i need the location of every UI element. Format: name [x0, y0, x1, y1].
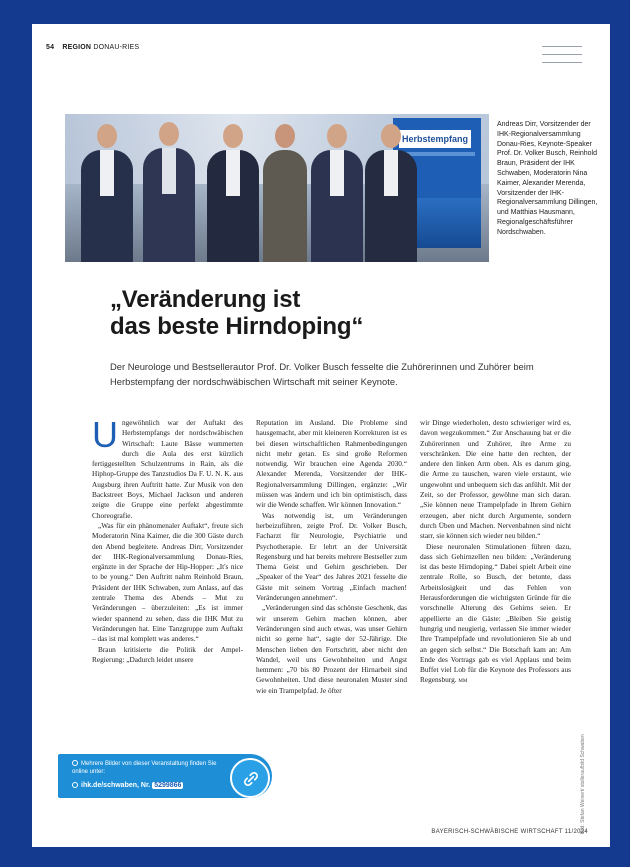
info-icon — [72, 760, 78, 766]
link-icon — [242, 768, 260, 790]
region-label: REGION — [62, 44, 92, 51]
promo-text: Mehrere Bilder von dieser Veranstaltung finden Sie online unter: — [72, 761, 217, 775]
page-header — [46, 44, 139, 51]
author-initials: MM — [458, 679, 468, 685]
group-photo — [65, 114, 489, 262]
banner-title: Herbstempfang — [399, 130, 471, 148]
article-title-line-2: das beste Hirndoping“ — [110, 313, 364, 340]
person-5 — [311, 124, 363, 262]
article-lead: Der Neurologe und Bestsellerautor Prof. Dr. Volker Busch fesselte die Zuhörerinnen und Zuhörer beim Herbstempfang der nordschwäbischen Wirtschaft mit seiner Keynote. — [110, 361, 534, 387]
photo-credit: Bild: Stefan Weinert/ stolleraufbild Schwaben — [580, 734, 586, 834]
article-column-3 — [420, 418, 571, 838]
page-number: 54 — [46, 44, 55, 51]
online-gallery-box[interactable] — [58, 754, 272, 798]
paragraph: „Was für ein phänomenaler Auftakt“, freute sich Moderatorin Nina Kaimer, die die 300 Gäste durch den Abend begleitete. Andreas Dirr, Vorsitzender der IHK-Regionalversammlung Donau-Ries, ergänzte in der Sprache der Hip-Hopper: „It's nice to be young.“ Den Auftritt nahm Reinhold Braun, Präsident der IHK Schwaben, zum Anlass, auf das zentrale Thema des Abends – Mut zu Veränderungen – überzuleiten: „Es ist immer wieder spannend zu sehen, dass die IHK Mut zu Veränderungen hat. Eine Tanzgruppe zum Auftakt – das ist mal komplett was anderes.“ — [92, 520, 243, 644]
paragraph: wir Dinge wiederholen, desto schwieriger wird es, davon wegzukommen.“ Zur Anschauung bat er die Zuhörerinnen und Zuhörer, ihre Arme zu verschränken. Die eine hatte den rechten, der andere den linken Arm oben. Als es darum ging, die Arme zu tauschen, waren viele erstaunt, wie ungewohnt und unbequem sich das anfühlt. Mit der Zeit, so der Professor, gewöhne man sich daran. „Sie können neue Trampelpfade in Ihrem Gehirn erzeugen, aber nicht durch Argumente, sondern durch Üben und Machen. Nervenbahnen sind nicht starr, sie können sich wieder neu bilden.“ — [420, 418, 571, 541]
paragraph: „Veränderungen sind das schönste Geschenk, das wir unserem Gehirn machen können, aber Veränderungen sind auch etwas, was unser Gehirn nicht so gerne hat“, sagte der 52-Jährige. Die Menschen lieben den Fortschritt, aber nicht den Wandel, weil uns Gewohnheiten und Angst hemmen: „70 bis 80 Prozent der Hirnarbeit sind Gewohnheiten. Und diese neuronalen Muster sind wie ein Trampelpfad. Je öfter — [256, 603, 407, 695]
globe-icon — [72, 782, 78, 788]
magazine-page — [32, 24, 610, 847]
person-1 — [81, 124, 133, 262]
paragraph: Ungewöhnlich war der Auftakt des Herbstempfangs der nordschwäbischen Wirtschaft: Laute Bässe wummerten durch die Aula des erst kürzlich fertiggestellten Schulzentrums in Rain, als die Hiphop-Gruppe des Tanzstudios Da F. U. N. K. aus Augsburg ihren Auftritt hatte. Zur Musik von den Backstreet Boys, Michael Jackson und anderen zeigte die Gruppe eine perfekt abgestimmte Choreografie. — [92, 418, 243, 520]
article-column-1 — [92, 418, 243, 748]
region-name: DONAU-RIES — [93, 44, 140, 51]
paragraph: Reputation im Ausland. Die Probleme sind hausgemacht, aber mit kleineren Korrekturen ist es bei diesen wirtschaftlichen Rahmenbedingungen nicht mehr getan. Es sind große Reformen notwendig. Wir brauchen eine Agenda 2030.“ Alexander Merenda, Vorsitzender der IHK-Regionalversammlung Dillingen, ergänzte: „Wir müssen was ändern und ich bin optimistisch, dass wir die Wende schaffen. Wir können Innovation.“ — [256, 418, 407, 510]
paragraph: Diese neuronalen Stimulationen führen dazu, dass sich Gehirnzellen neu bilden: „Veränderung ist das beste Hirndoping.“ Dabei spielt Arbeit eine zentrale Rolle, so Busch, der betonte, dass Arbeitslosigkeit und das Fehlen von Herausforderungen die wichtigsten Gründe für die vorschnelle Alterung des Gehirns seien. Er appellierte an die Gäste: „Bleiben Sie geistig hungrig und neugierig, verlassen Sie immer wieder Ihre Trampelpfade und revolutionieren Sie ab und an gegen sich selbst.“ Die Botschaft kam an: Am Ende des Vortrags gab es viel Applaus und beim Buffet viel Lob für die Keynote des Professors aus Regensburg. MM — [420, 541, 571, 685]
menu-lines-icon — [542, 46, 582, 70]
person-2 — [143, 122, 195, 262]
article-column-2 — [256, 418, 407, 838]
person-4 — [263, 124, 307, 262]
dropcap: U — [92, 418, 118, 455]
article-title — [110, 286, 550, 340]
promo-code: 5299866 — [154, 782, 182, 789]
link-circle[interactable] — [230, 758, 270, 798]
person-6 — [365, 124, 417, 262]
promo-link[interactable]: ihk.de/schwaben, Nr. 5299866 — [72, 782, 183, 789]
article-title-line-1: „Veränderung ist — [110, 286, 301, 313]
photo-caption: Andreas Dirr, Vorsitzender der IHK-Regionalversammlung Donau-Ries, Keynote-Speaker Prof. Dr. Volker Busch, Reinhold Braun, Präsident der IHK Schwaben, Moderatorin Nina Kaimer, Alexander Merenda, Vorsitzender der IHK-Regionalversammlung Dillingen, und Matthias Hausmann, Regionalgeschäftsführer Nordschwaben. — [497, 121, 598, 236]
page-footer: BAYERISCH-SCHWÄBISCHE WIRTSCHAFT 11/2024 — [431, 829, 588, 835]
person-3 — [207, 124, 259, 262]
paragraph: Was notwendig ist, um Veränderungen herbeizuführen, zeigte Prof. Dr. Volker Busch, Facharzt für Neurologie, Psychiatrie und Psychotherapie. Er lehrt an der Universität Regensburg und hat bereits mehrere Bestseller zum Thema Geist und Gehirn geschrieben. Der „Speaker of the Year“ des Jahres 2021 fesselte die Gäste mit seinem Vortrag „Einfach machen! Veränderungen annehmen“. — [256, 510, 407, 603]
paragraph: Braun kritisierte die Politik der Ampel-Regierung: „Dadurch leidet unsere — [92, 644, 243, 664]
